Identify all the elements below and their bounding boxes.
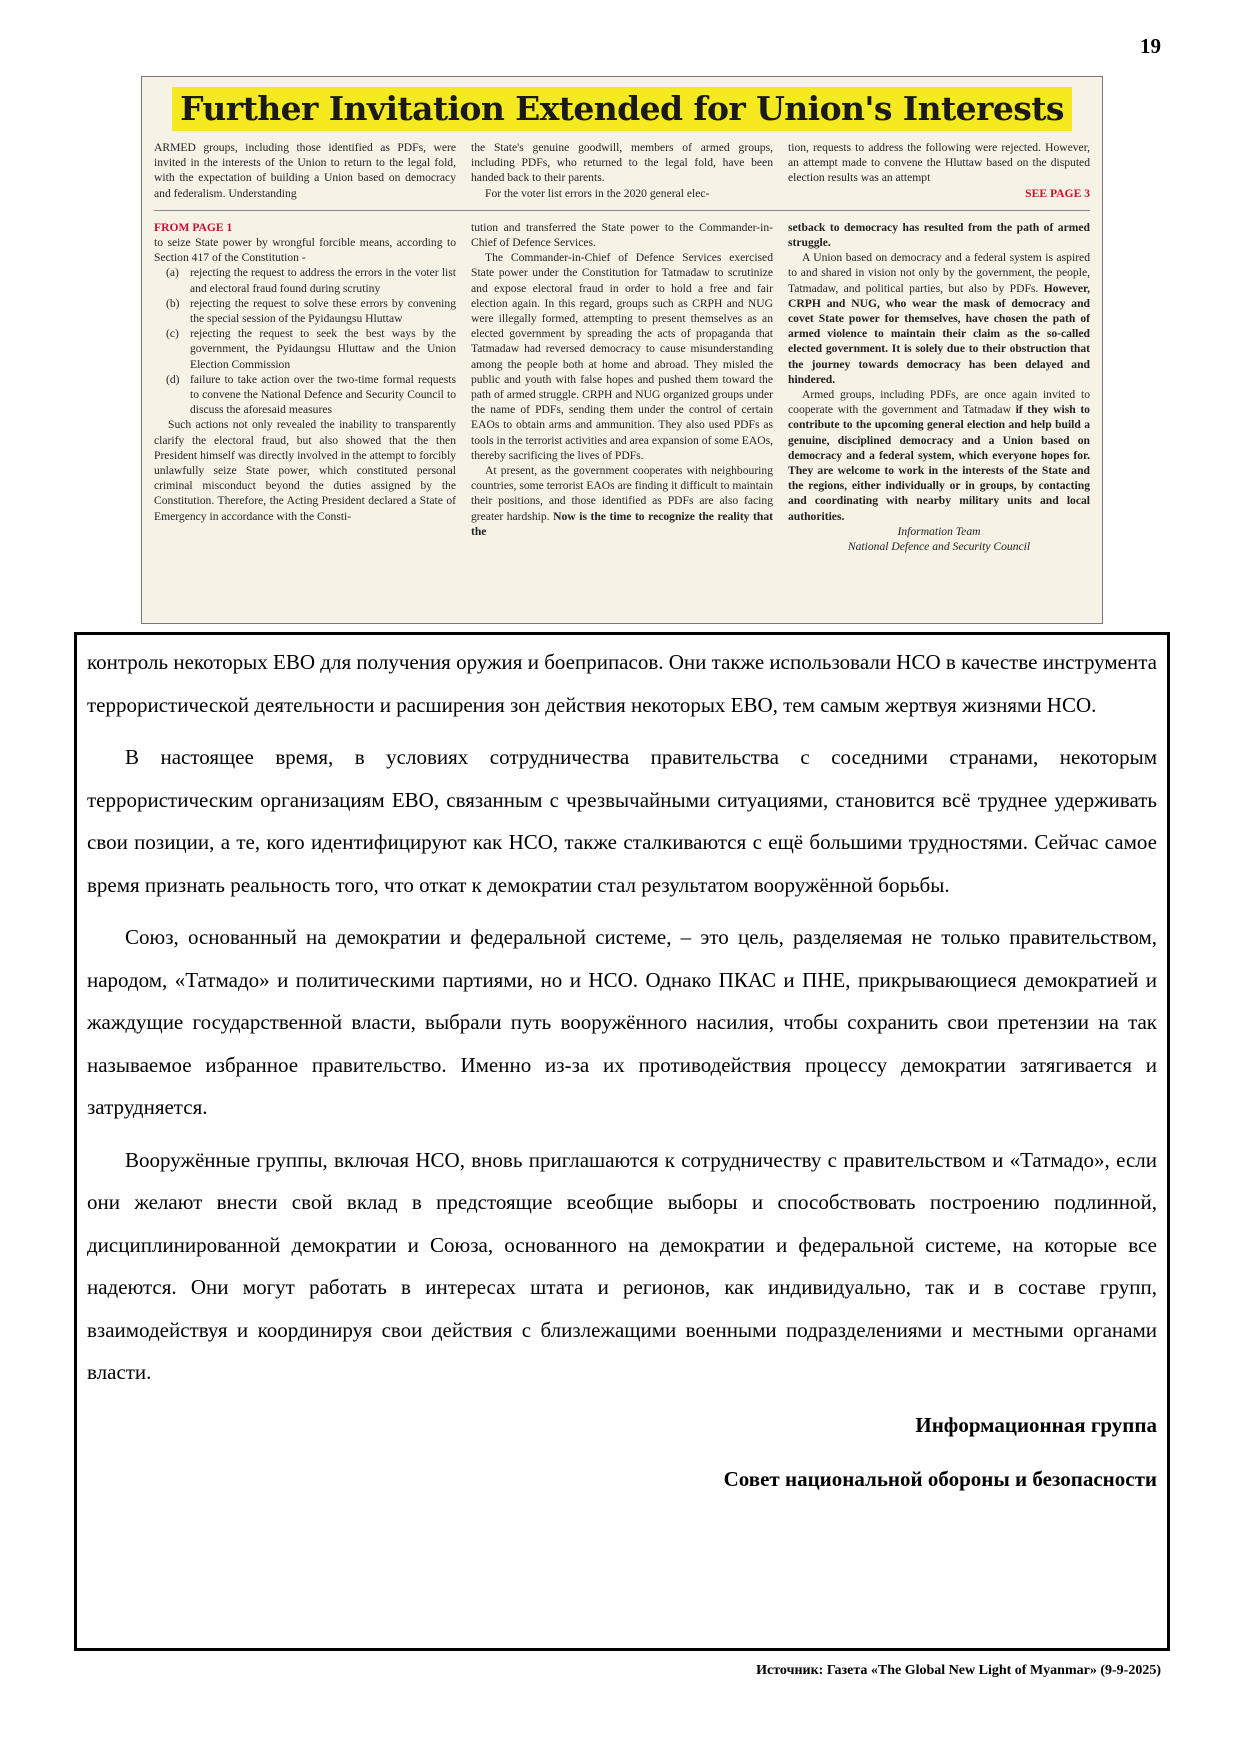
clipping-col-2 bbox=[471, 220, 773, 554]
signature-team: Информационная группа bbox=[915, 1412, 1157, 1437]
top-col2-text-2: For the voter list errors in the 2020 general elec- bbox=[485, 186, 710, 200]
translation-paragraph-1: контроль некоторых ЕВО для получения оружия и боеприпасов. Они также использовали НСО в качестве инструмента террористической деятельности и расширения зон действия некоторых ЕВО, тем самым жертвуя жизнями НСО. bbox=[87, 650, 1157, 717]
col3-paragraph-2: A Union based on democracy and a federal system is aspired to and shared in vision not only by the government, the people, Tatmadaw, and political parties, but also by PDFs. However, CRPH and NUG, who wear the mask of democracy and covet State power for themselves, have chosen the path of armed violence to maintain their claim as the so-called elected government. It is solely due to their obstruction that the journey towards democracy has been delayed and hindered. bbox=[788, 251, 1090, 386]
col1-intro: to seize State power by wrongful forcible means, according to Section 417 of the Constitution - bbox=[154, 236, 456, 265]
see-page-link: SEE PAGE 3 bbox=[1025, 186, 1090, 200]
clipping-col-3 bbox=[788, 220, 1090, 554]
top-col2-text: the State's genuine goodwill, members of armed groups, including PDFs, who returned to the legal fold, have been handed back to their parents. bbox=[471, 141, 773, 185]
col3-paragraph-3: Armed groups, including PDFs, are once again invited to cooperate with the government and Tatmadaw if they wish to contribute to the upcoming general election and help build a genuine, disciplined democracy and a Union based on democracy and a federal system, which everyone hopes for. They are welcome to work in the interests of the State and the regions, either individually or in groups, by contacting and coordinating with nearby military units and local authorities. bbox=[788, 388, 1090, 523]
col1-paragraph: Such actions not only revealed the inability to transparently clarify the electoral fraud, but also showed that the then President himself was directly involved in the attempt to forcibly unlawfully seize State power, which constituted personal criminal misconduct beyond the duties assigned by the Constitution. Therefore, the Acting President declared a State of Emergency in accordance with the Consti- bbox=[154, 418, 456, 523]
col2-paragraph-1: tution and transferred the State power to the Commander-in-Chief of Defence Services. bbox=[471, 220, 773, 250]
clipping-top-row bbox=[154, 140, 1090, 201]
clipping-signature-1: Information Team bbox=[897, 524, 981, 538]
col1-list bbox=[154, 265, 456, 417]
list-item: (b) rejecting the request to solve these errors by convening the special session of the Pyidaungsu Hluttaw bbox=[166, 296, 456, 326]
from-page-label: FROM PAGE 1 bbox=[154, 220, 233, 234]
translation-paragraph-2: В настоящее время, в условиях сотрудничества правительства с соседними странами, некоторым террористическим организациям ЕВО, связанным с чрезвычайными ситуациями, становится всё труднее удерживать свои позиции, а те, кого идентифицируют как НСО, также сталкиваются с ещё большими трудностями. Сейчас самое время признать реальность того, что откат к демократии стал результатом вооружённой борьбы. bbox=[87, 745, 1157, 897]
source-line: Источник: Газета «The Global New Light of Myanmar» (9-9-2025) bbox=[756, 1663, 1161, 1678]
top-col3-text: tion, requests to address the following were rejected. However, an attempt made to convene the Hluttaw based on the disputed election results was an attempt bbox=[788, 141, 1090, 185]
col2-paragraph-3: At present, as the government cooperates with neighbouring countries, some terrorist EAOs are finding it difficult to maintain their positions, and those identified as PDFs are also facing greater hardship. Now is the time to recognize the reality that the bbox=[471, 464, 773, 538]
list-item: (a) rejecting the request to address the errors in the voter list and electoral fraud found during scrutiny bbox=[166, 266, 456, 295]
page-number: 19 bbox=[1140, 34, 1161, 58]
translation-box bbox=[74, 632, 1170, 1651]
col3-paragraph-1: setback to democracy has resulted from the path of armed struggle. bbox=[788, 220, 1090, 250]
list-item: (d) failure to take action over the two-time formal requests to convene the National Defence and Security Council to discuss the aforesaid measures bbox=[166, 372, 456, 417]
signature-council: Совет национальной обороны и безопасности bbox=[723, 1467, 1157, 1491]
top-col1-text: ARMED groups, including those identified as PDFs, were invited in the interests of the Union to return to the legal fold, with the expectation of building a Union based on democracy and federalism. Understanding bbox=[154, 141, 456, 200]
newspaper-clipping bbox=[141, 76, 1103, 624]
translation-paragraph-3: Союз, основанный на демократии и федеральной системе, – это цель, разделяемая не только правительством, народом, «Татмадо» и политическими партиями, но и НСО. Однако ПКАС и ПНЕ, прикрывающиеся демократией и жаждущие государственной власти, выбрали путь вооружённого насилия, чтобы сохранить свои претензии на так называемое избранное правительство. Именно из-за их противодействия процессу демократии затягивается и затрудняется. bbox=[87, 925, 1157, 1119]
translation-paragraph-4: Вооружённые группы, включая НСО, вновь приглашаются к сотрудничеству с правительством и «Татмадо», если они желают внести свой вклад в предстоящие всеобщие выборы и способствовать построению подлинной, дисциплинированной демократии и Союза, основанного на демократии и федеральной системе, на которые все надеются. Они могут работать в интересах штата и регионов, как индивидуально, так и в составе групп, взаимодействуя и координируя свои действия с близлежащими военными подразделениями и местными органами власти. bbox=[87, 1147, 1157, 1384]
clipping-main-row bbox=[154, 220, 1090, 554]
col2-paragraph-2: The Commander-in-Chief of Defence Services exercised State power under the Constitution for Tatmadaw to scrutinize and expose electoral fraud in order to hold a free and fair election again. In this regard, groups such as CRPH and NUG were illegally formed, attempting to present themselves as an elected government by spreading the acts of propaganda that Tatmadaw had reversed democracy to cause misunderstanding among the people both at home and abroad. They misled the public and youth with false hopes and pushed them toward the path of armed struggle. CRPH and NUG organized groups under the name of PDFs, sending them under the control of certain EAOs to obtain arms and ammunition. They also used PDFs as tools in the terrorist activities and area expansion of some EAOs, thereby sacrificing the lives of PDFs. bbox=[471, 251, 773, 462]
list-item: (c) rejecting the request to seek the best ways by the government, the Pyidaungsu Hluttaw and the Union Election Commission bbox=[166, 327, 456, 371]
clipping-divider bbox=[154, 210, 1090, 211]
clipping-signature-2: National Defence and Security Council bbox=[847, 540, 1031, 554]
clipping-headline: Further Invitation Extended for Union's Interests bbox=[172, 87, 1072, 131]
clipping-col-1 bbox=[154, 220, 456, 554]
